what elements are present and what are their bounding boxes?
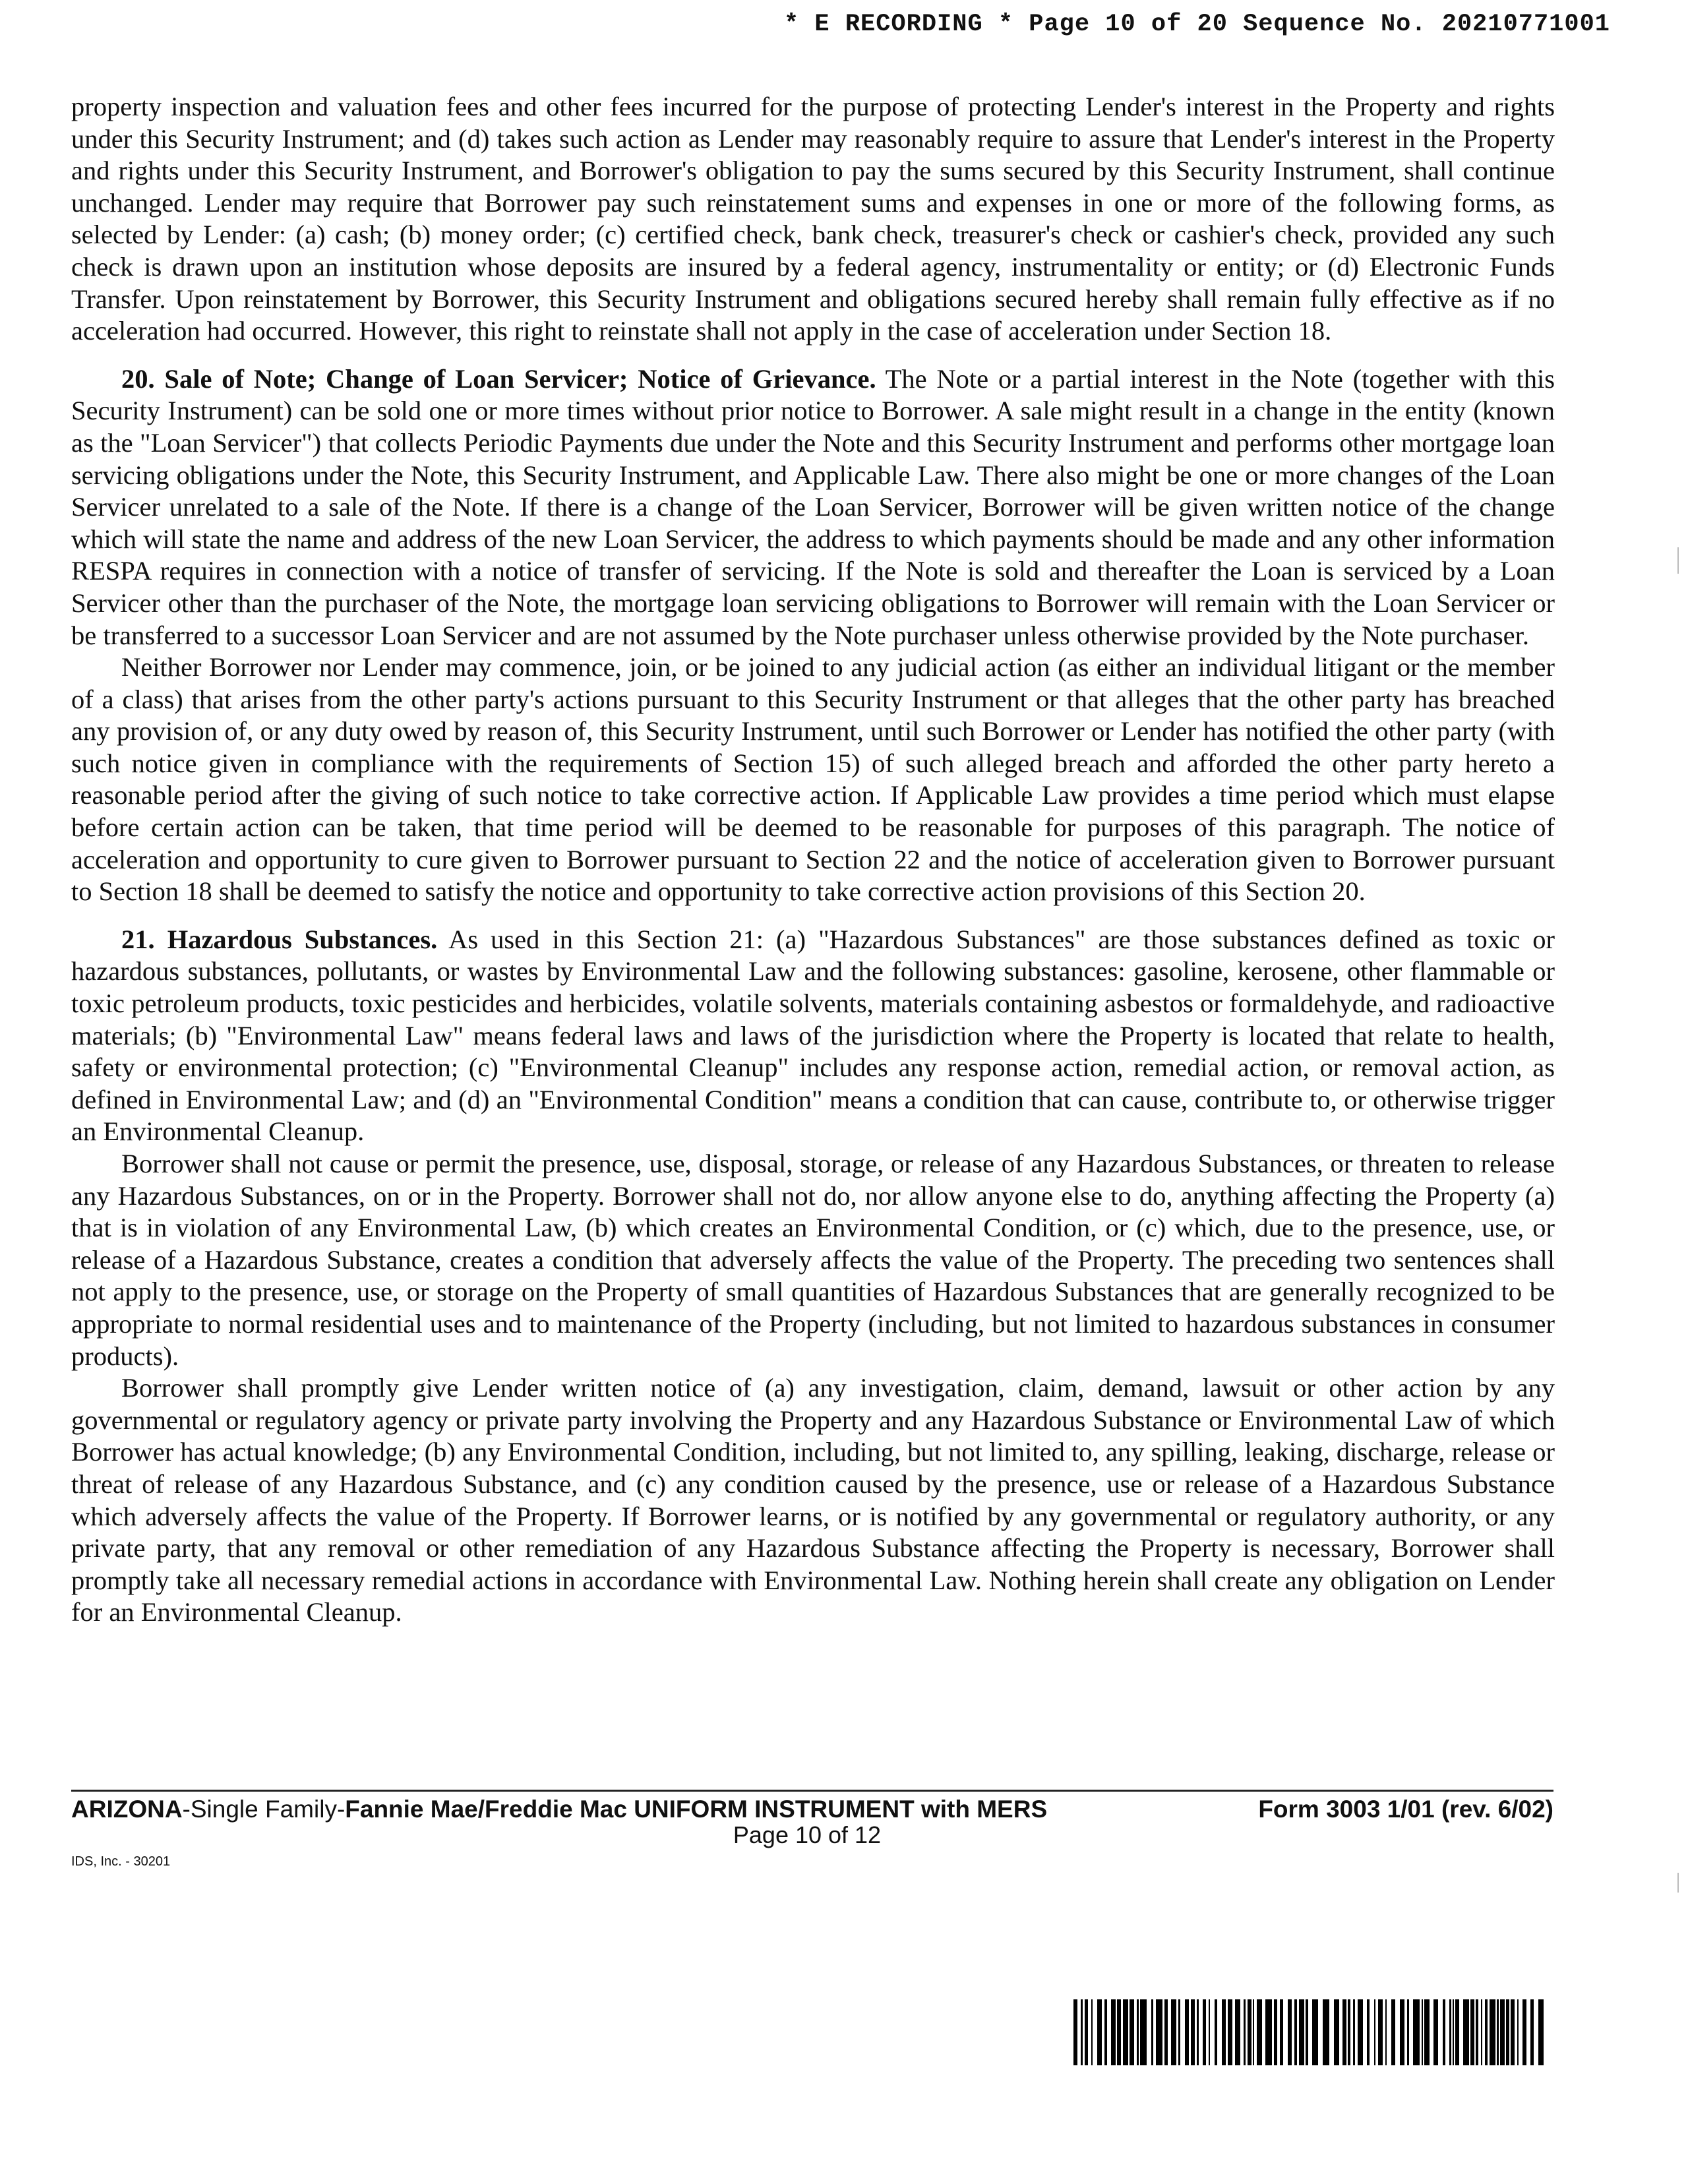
- barcode-bar: [1265, 1999, 1272, 2065]
- barcode-bar: [1348, 1999, 1350, 2065]
- barcode-bar: [1490, 1999, 1495, 2065]
- barcode-bar: [1085, 1999, 1088, 2065]
- barcode-bar: [1511, 1999, 1515, 2065]
- barcode-bar: [1367, 1999, 1370, 2065]
- barcode-bar: [1453, 1999, 1454, 2065]
- document-body: [71, 91, 1555, 1629]
- page-number: Page 10 of 12: [733, 1821, 882, 1848]
- barcode-bar: [1424, 1999, 1430, 2065]
- barcode-bar: [1530, 1999, 1534, 2065]
- barcode-bar: [1073, 1999, 1077, 2065]
- scan-edge-mark: [1677, 547, 1679, 574]
- barcode-bar: [1312, 1999, 1318, 2065]
- barcode-bar: [1522, 1999, 1526, 2065]
- barcode-bar: [1081, 1999, 1083, 2065]
- barcode-bar: [1476, 1999, 1478, 2065]
- barcode-bar: [1517, 1999, 1519, 2065]
- scan-edge-mark: [1677, 1873, 1679, 1893]
- section-20-paragraph-2: Neither Borrower nor Lender may commence, join, or be joined to any judicial action (as either an individual litigant or the member of a class) that arises from the other party's actions pursuant to this Security Instrument or that alleges that the other party has breached any provision of, or any duty owed by reason of, this Security Instrument, until such Borrower or Lender has notified the other party (with such notice given in compliance with the requirements of Section 15) of such alleged breach and afforded the other party hereto a reasonable period after the giving of such notice to take corrective action. If Applicable Law provides a time period which must elapse before certain action can be taken, that time period will be deemed to be reasonable for purposes of this paragraph. The notice of acceleration and opportunity to cure given to Borrower pursuant to Section 22 and the notice of acceleration given to Borrower pursuant to Section 18 shall be deemed to satisfy the notice and opportunity to take corrective action provisions of this Section 20.: [71, 652, 1555, 907]
- barcode-bar: [1137, 1999, 1139, 2065]
- barcode-bar: [1191, 1999, 1195, 2065]
- barcode-bar: [1385, 1999, 1387, 2065]
- barcode-bar: [1274, 1999, 1277, 2065]
- barcode-bar: [1197, 1999, 1199, 2065]
- barcode-bar: [1463, 1999, 1469, 2065]
- barcode-bar: [1288, 1999, 1292, 2065]
- barcode-bar: [1164, 1999, 1168, 2065]
- barcode-bar: [1280, 1999, 1283, 2065]
- barcode-bar: [1481, 1999, 1482, 2065]
- barcode-bar: [1130, 1999, 1134, 2065]
- barcode-bar: [1500, 1999, 1505, 2065]
- barcode-bar: [1443, 1999, 1445, 2065]
- barcode-bar: [1538, 1999, 1544, 2065]
- barcode-bar: [1497, 1999, 1499, 2065]
- barcode-bar: [1203, 1999, 1206, 2065]
- barcode-bar: [1228, 1999, 1232, 2065]
- section-21-paragraph-2: Borrower shall not cause or permit the presence, use, disposal, storage, or release of any Hazardous Substances, or threaten to release any Hazardous Substances, on or in the Property. Borrower shall not do, nor allow anyone else to do, anything affecting the Property (a) that is in violation of any Environmental Law, (b) which creates an Environmental Condition, or (c) which, due to the presence, use, or release of a Hazardous Substance, creates a condition that adversely affects the value of the Property. The preceding two sentences shall not apply to the presence, use, or storage on the Property of small quantities of Hazardous Substances that are generally recognized to be appropriate to normal residential uses and to maintenance of the Property (including, but not limited to hazardous substances in consumer products).: [71, 1149, 1555, 1371]
- barcode-bar: [1413, 1999, 1420, 2065]
- section-20-paragraph-1: [71, 363, 1555, 652]
- barcode-bar: [1294, 1999, 1297, 2065]
- barcode-bar: [1244, 1999, 1246, 2065]
- barcode-bar: [1091, 1999, 1093, 2065]
- section-21-paragraph-1: [71, 924, 1555, 1148]
- barcode-bar: [1470, 1999, 1474, 2065]
- barcode-bar: [1407, 1999, 1409, 2065]
- barcode: [1073, 1999, 1548, 2065]
- barcode-bar: [1215, 1999, 1217, 2065]
- barcode-bar: [1248, 1999, 1251, 2065]
- form-family: -Single Family-: [182, 1796, 346, 1823]
- form-instrument: Fannie Mae/Freddie Mac UNIFORM INSTRUMENT with MERS: [345, 1796, 1048, 1823]
- barcode-bar: [1299, 1999, 1304, 2065]
- form-title: [71, 1795, 1047, 1824]
- barcode-bar: [1334, 1999, 1339, 2065]
- barcode-bar: [1433, 1999, 1438, 2065]
- barcode-bar: [1178, 1999, 1180, 2065]
- barcode-bar: [1449, 1999, 1451, 2065]
- barcode-bar: [1171, 1999, 1176, 2065]
- barcode-bar: [1374, 1999, 1375, 2065]
- barcode-bar: [1222, 1999, 1226, 2065]
- footer-rule: [71, 1790, 1553, 1792]
- barcode-bar: [1209, 1999, 1210, 2065]
- barcode-bar: [1253, 1999, 1254, 2065]
- barcode-bar: [1323, 1999, 1329, 2065]
- barcode-bar: [1151, 1999, 1153, 2065]
- barcode-bar: [1140, 1999, 1147, 2065]
- form-number: Form 3003 1/01 (rev. 6/02): [1258, 1796, 1553, 1823]
- section-21-heading: 21. Hazardous Substances.: [121, 924, 438, 954]
- barcode-bar: [1117, 1999, 1121, 2065]
- barcode-bar: [1257, 1999, 1262, 2065]
- section-21-text: As used in this Section 21: (a) "Hazardous Substances" are those substances defined as toxic or hazardous substances, pollutants, or wastes by Environmental Law and the following substances: gasoline, kerosene, other flammable or toxic petroleum products, toxic pesticides and herbicides, volatile solvents, materials containing asbestos or formaldehyde, and radioactive materials; (b) "Environmental Law" means federal laws and laws of the jurisdiction where the Property is located that relate to health, safety or environmental protection; (c) "Environmental Cleanup" includes any response action, remedial action, or removal action, as defined in Environmental Law; and (d) an "Environmental Condition" means a condition that can cause, contribute to, or otherwise trigger an Environmental Cleanup.: [71, 924, 1555, 1147]
- barcode-bar: [1306, 1999, 1308, 2065]
- barcode-bar: [1156, 1999, 1162, 2065]
- barcode-bar: [1123, 1999, 1128, 2065]
- barcode-bar: [1342, 1999, 1346, 2065]
- section-21-paragraph-3: Borrower shall promptly give Lender written notice of (a) any investigation, claim, demand, lawsuit or other action by any governmental or regulatory agency or private party involving the Property and any Hazardous Substance or Environmental Law of which Borrower has actual knowledge; (b) any Environmental Condition, including, but not limited to, any spilling, leaking, discharge, release or threat of release of any Hazardous Substance, and (c) any condition caused by the presence, use or release of a Hazardous Substance which adversely affects the value of the Property. If Borrower learns, or is notified by any governmental or regulatory authority, or any private party, that any removal or other remediation of any Hazardous Substance affecting the Property is necessary, Borrower shall promptly take all necessary remedial actions in accordance with Environmental Law. Nothing herein shall create any obligation on Lender for an Environmental Cleanup.: [71, 1373, 1555, 1627]
- barcode-bar: [1235, 1999, 1240, 2065]
- form-state: ARIZONA: [71, 1796, 183, 1823]
- section-20-text: The Note or a partial interest in the Note (together with this Security Instrument) can be sold one or more times without prior notice to Borrower. A sale might result in a change in the entity (known as the "Loan Servicer") that collects Periodic Payments due under the Note and this Security Instrument and performs other mortgage loan servicing obligations under the Note, this Security Instrument, and Applicable Law. There also might be one or more changes of the Loan Servicer unrelated to a sale of the Note. If there is a change of the Loan Servicer, Borrower will be given written notice of the change which will state the name and address of the new Loan Servicer, the address to which payments should be made and any other information RESPA requires in connection with a notice of transfer of servicing. If the Note is sold and thereafter the Loan is serviced by a Loan Servicer other than the purchaser of the Note, the mortgage loan servicing obligations to Borrower will remain with the Loan Servicer or be transferred to a successor Loan Servicer and are not assumed by the Note purchaser unless otherwise provided by the Note purchaser.: [71, 363, 1555, 650]
- barcode-bar: [1104, 1999, 1107, 2065]
- barcode-bar: [1400, 1999, 1404, 2065]
- barcode-bar: [1185, 1999, 1189, 2065]
- barcode-bar: [1391, 1999, 1395, 2065]
- barcode-bar: [1506, 1999, 1509, 2065]
- barcode-bar: [1485, 1999, 1488, 2065]
- section-20-heading: 20. Sale of Note; Change of Loan Servicer; Notice of Grievance.: [121, 363, 876, 394]
- continuation-paragraph: property inspection and valuation fees and other fees incurred for the purpose of protecting Lender's interest in the Property and rights under this Security Instrument; and (d) takes such action as Lender may reasonably require to assure that Lender's interest in the Property and rights under this Security Instrument, and Borrower's obligation to pay the sums secured by this Security Instrument, shall continue unchanged. Lender may require that Borrower pay such reinstatement sums and expenses in one or more of the following forms, as selected by Lender: (a) cash; (b) money order; (c) certified check, bank check, treasurer's check or cashier's check, provided any such check is drawn upon an institution whose deposits are insured by a federal agency, instrumentality or entity; or (d) Electronic Funds Transfer. Upon reinstatement by Borrower, this Security Instrument and obligations secured hereby shall remain fully effective as if no acceleration had occurred. However, this right to reinstate shall not apply in the case of acceleration under Section 18.: [71, 92, 1555, 346]
- barcode-bar: [1455, 1999, 1459, 2065]
- ids-code: IDS, Inc. - 30201: [71, 1854, 171, 1869]
- barcode-bar: [1378, 1999, 1383, 2065]
- barcode-bar: [1422, 1999, 1423, 2065]
- barcode-bar: [1097, 1999, 1102, 2065]
- barcode-bar: [1111, 1999, 1116, 2065]
- barcode-bar: [1353, 1999, 1355, 2065]
- recording-stamp: * E RECORDING * Page 10 of 20 Sequence No. 20210771001: [784, 11, 1610, 38]
- barcode-bar: [1358, 1999, 1363, 2065]
